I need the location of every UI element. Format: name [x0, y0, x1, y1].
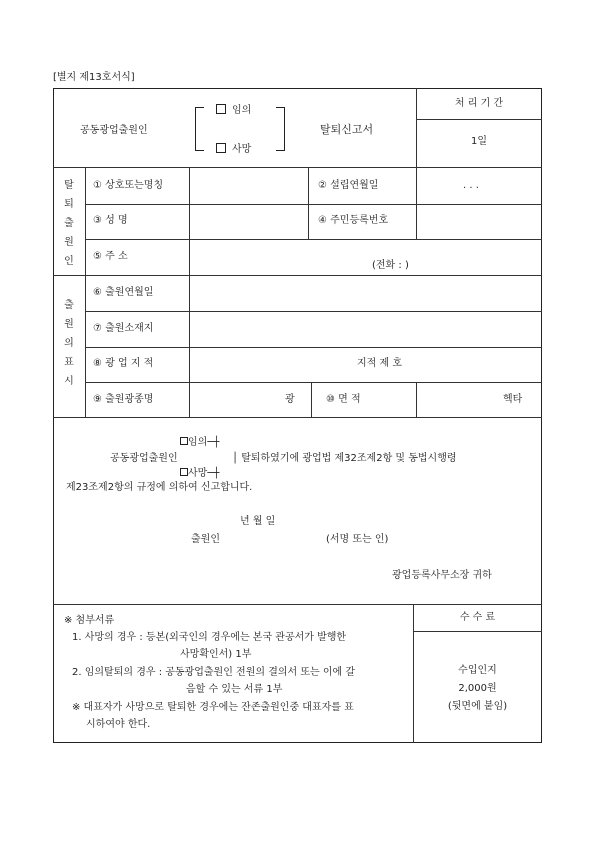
application-side-label: 출원의 표시 — [64, 300, 74, 387]
form-title: 탈퇴신고서 — [320, 123, 374, 136]
field-2-value[interactable]: . . . — [463, 180, 479, 191]
statement-checkbox-voluntary[interactable] — [180, 437, 188, 445]
area-divider-1 — [311, 382, 312, 417]
fee-label: 수 수 료 — [459, 612, 496, 623]
statement-option-voluntary — [180, 437, 219, 449]
option-death-label: 사망 — [232, 144, 252, 155]
statement-opt-2-text: 사망─┼ — [188, 468, 220, 479]
field-8-label: ⑧ 광 업 지 적 — [93, 358, 154, 369]
statement-checkbox-death[interactable] — [180, 468, 188, 476]
field-10-unit: 헥타 — [503, 394, 523, 405]
processing-period-value: 1일 — [470, 136, 488, 147]
field-8-value: 지적 제 호 — [357, 358, 402, 369]
checkbox-death[interactable] — [216, 143, 226, 153]
processing-period-label: 처 리 기 간 — [454, 98, 504, 109]
section-line-2 — [53, 417, 542, 418]
fee-line-2: 2,000원 — [458, 683, 497, 694]
recipient-label: 광업등록사무소장 귀하 — [392, 570, 492, 581]
signature-label: (서명 또는 인) — [326, 534, 389, 545]
row-line-5 — [85, 382, 542, 383]
attachment-note-a: ※ 대표자가 사망으로 탈퇴한 경우에는 잔존출원인중 대표자를 표 — [72, 702, 354, 713]
option-voluntary[interactable] — [216, 104, 251, 117]
attachments-title: ※ 첨부서류 — [64, 615, 115, 626]
checkbox-voluntary[interactable] — [216, 104, 226, 114]
attachment-item-1a: 1. 사망의 경우 : 등본(외국인의 경우에는 본국 관공서가 발행한 — [72, 632, 347, 643]
attachment-item-1b: 사망확인서) 1부 — [180, 649, 252, 660]
section-line-1 — [53, 275, 542, 276]
field-4-label: ④ 주민등록번호 — [318, 215, 389, 226]
field-3-label: ③ 성 명 — [93, 215, 128, 226]
row-line-4 — [85, 347, 542, 348]
form-number-label: [별지 제13호서식] — [53, 72, 135, 83]
field-2-label: ② 설립연월일 — [318, 180, 379, 191]
option-voluntary-label: 임의 — [232, 105, 252, 116]
field-7-label: ⑦ 출원소재지 — [93, 323, 154, 334]
option-death[interactable] — [216, 143, 251, 156]
applicant-label: 출원인 — [191, 534, 220, 545]
bracket-right — [276, 107, 285, 151]
row-line-1 — [85, 204, 542, 205]
field-5-label: ⑤ 주 소 — [93, 251, 128, 262]
statement-option-death — [180, 468, 219, 480]
section-line-3 — [53, 604, 542, 605]
field-9-label: ⑨ 출원광종명 — [93, 394, 154, 405]
statement-opt-1-text: 임의─┼ — [188, 437, 220, 448]
statement-line-1b: │ 탈퇴하였기에 광업법 제32조제2항 및 동법시행령 — [232, 453, 457, 464]
statement-line-1a: 공동광업출원인 — [110, 453, 178, 464]
header-bottom-line — [53, 167, 542, 168]
date-line[interactable]: 년 월 일 — [240, 516, 276, 527]
label-column-line — [189, 167, 190, 417]
attachment-item-2a: 2. 임의탈퇴의 경우 : 공동광업출원인 전원의 결의서 또는 이에 갈 — [72, 667, 356, 678]
fee-line-3: (뒷면에 붙임) — [447, 701, 508, 712]
statement-line-2: 제23조제2항의 규정에 의하여 신고합니다. — [66, 482, 253, 493]
field-1-label: ① 상호또는명칭 — [93, 180, 164, 191]
attachment-item-2b: 음할 수 있는 서류 1부 — [186, 684, 283, 695]
right-column-line — [416, 167, 417, 239]
row-line-2 — [85, 239, 542, 240]
phone-label: (전화 : ) — [372, 260, 409, 271]
field-6-label: ⑥ 출원연월일 — [93, 287, 154, 298]
row-line-3 — [85, 311, 542, 312]
withdrawing-applicant-side-label: 탈퇴출원인 — [64, 180, 74, 267]
fee-header-line — [413, 631, 542, 632]
mid-column-line — [308, 167, 309, 239]
area-divider-2 — [416, 382, 417, 417]
applicant-type-label: 공동광업출원인 — [80, 125, 148, 136]
fee-line-1: 수입인지 — [458, 665, 497, 676]
field-9-unit: 광 — [285, 394, 295, 405]
bracket-left — [195, 107, 204, 151]
attachment-note-b: 시하여야 한다. — [86, 719, 151, 730]
processing-divider — [416, 119, 542, 120]
field-10-label: ⑩ 면 적 — [326, 394, 361, 405]
